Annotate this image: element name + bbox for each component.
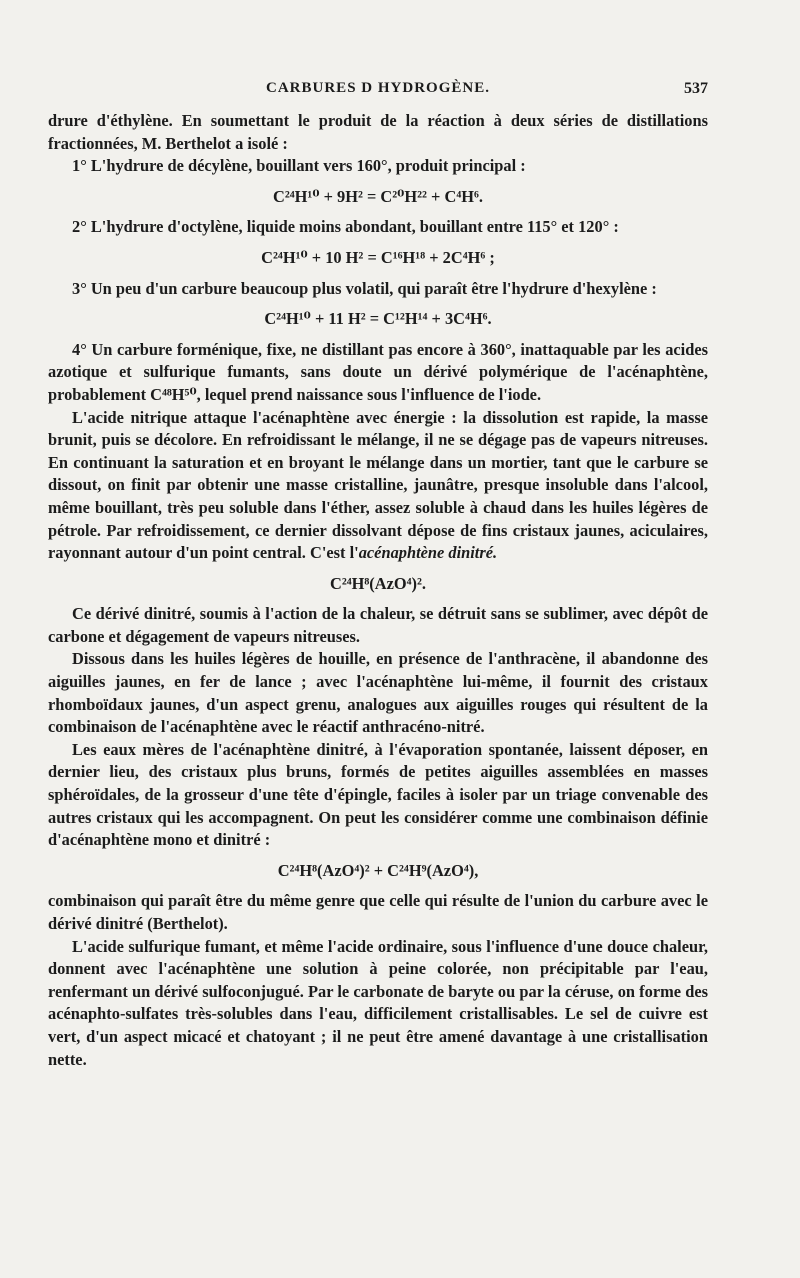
paragraph-8: Dissous dans les huiles légères de houille, en présence de l'anthracène, il abandonne des aiguilles jaunes, en fer de lance ; avec l'acénaphtène lui-même, il fournit des cristaux rhomboïdaux jaunes, d'un aspect grenu, analogues aux aiguilles rouges qui résultent de la combinaison de l'acénaphtène avec le réactif anthracéno-nitré. xyxy=(48,649,708,737)
formula-2: C²⁴H¹⁰ + 10 H² = C¹⁶H¹⁸ + 2C⁴H⁶ ; xyxy=(261,247,495,267)
paragraph-5: 4° Un carbure forménique, fixe, ne distillant pas encore à 360°, inattaquable par les acides azotique et sulfurique fumants, sans doute un dérivé polymérique de l'acénaphtène, probablement C⁴⁸H⁵⁰, lequel prend naissance sous l'influence de l'iode. xyxy=(48,339,708,404)
paragraph-3: 2° L'hydrure d'octylène, liquide moins abondant, bouillant entre 115° et 120° : xyxy=(72,217,619,237)
paragraph-10: combinaison qui paraît être du même genre que celle qui résulte de l'union du carbure avec le dérivé dinitré (Berthelot). xyxy=(48,891,708,933)
paragraph-2: 1° L'hydrure de décylène, bouillant vers 160°, produit principal : xyxy=(72,156,526,176)
paragraph-9: Les eaux mères de l'acénaphtène dinitré, à l'évaporation spontanée, laissent déposer, en dernier lieu, des cristaux plus bruns, formés de petites aiguilles assemblées en masses sphéroïdales, de la grosseur d'une tête d'épingle, faciles à isoler par un triage convenable des autres cristaux qui les accompagnent. On peut les considérer comme une combinaison définie d'acénaphtène mono et dinitré : xyxy=(48,739,708,850)
paragraph-6 xyxy=(48,407,708,565)
formula-5: C²⁴H⁸(AzO⁴)² + C²⁴H⁹(AzO⁴), xyxy=(277,860,479,880)
paragraph-11: L'acide sulfurique fumant, et même l'acide ordinaire, sous l'influence d'une douce chaleur, donnent avec l'acénaphtène une solution à peine colorée, non précipitable par l'eau, renfermant un dérivé sulfoconjugué. Par le carbonate de baryte ou par la céruse, on forme des acénaphto-sulfates très-solubles dans l'eau, difficilement cristallisables. Le sel de cuivre est vert, d'un aspect micacé et chatoyant ; il ne peut être amené davantage à une cristallisation nette. xyxy=(48,936,708,1069)
paragraph-4: 3° Un peu d'un carbure beaucoup plus volatil, qui paraît être l'hydrure d'hexylène : xyxy=(72,278,657,298)
paragraph-6-text: L'acide nitrique attaque l'acénaphtène avec énergie : la dissolution est rapide, la masse brunit, puis se décolore. En refroidissant le mélange, il ne se dégage pas de vapeurs nitreuses. En continuant la saturation et en broyant le mélange dans un mortier, tant que le carbure se dissout, on finit par obtenir une masse cristalline, jaunâtre, presque insoluble dans l'alcool, même bouillant, très peu soluble dans l'éther, assez soluble à chaud dans les huiles légères de pétrole. Par refroidissement, ce dernier dissolvant dépose de fins cristaux jaunes, aciculaires, rayonnant autour d'un point central. C'est l' xyxy=(48,407,708,563)
paragraph-1: drure d'éthylène. En soumettant le produit de la réaction à deux séries de distillations fractionnées, M. Berthelot a isolé : xyxy=(48,111,708,153)
running-title: CARBURES D HYDROGÈNE. xyxy=(266,80,490,96)
book-page xyxy=(48,78,708,1071)
formula-1: C²⁴H¹⁰ + 9H² = C²⁰H²² + C⁴H⁶. xyxy=(273,186,483,206)
paragraph-6-italic: acénaphtène dinitré. xyxy=(358,543,498,563)
formula-4: C²⁴H⁸(AzO⁴)². xyxy=(329,573,427,593)
page-number: 537 xyxy=(684,80,708,97)
page-header xyxy=(48,78,708,102)
paragraph-7: Ce dérivé dinitré, soumis à l'action de la chaleur, se détruit sans se sublimer, avec dépôt de carbone et dégagement de vapeurs nitreuses. xyxy=(48,604,708,646)
formula-3: C²⁴H¹⁰ + 11 H² = C¹²H¹⁴ + 3C⁴H⁶. xyxy=(264,309,492,329)
